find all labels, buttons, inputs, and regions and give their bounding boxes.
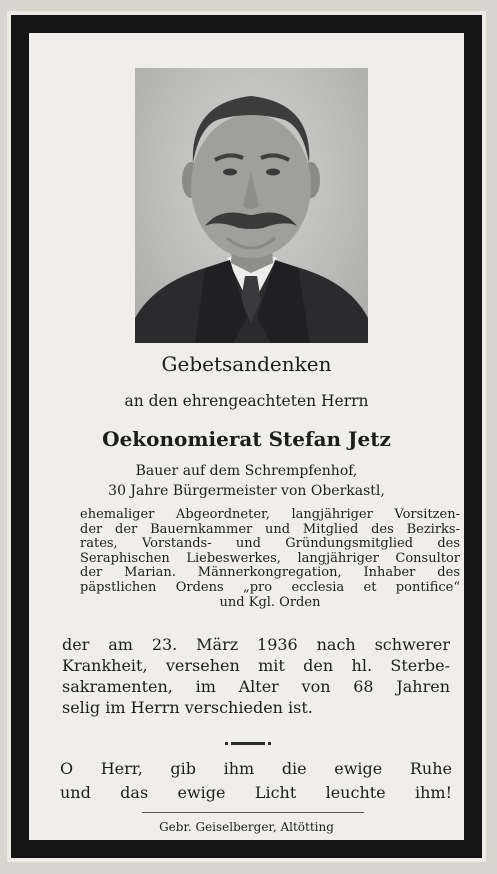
death-line: Krankheit, versehen mit den hl. Sterbe- bbox=[62, 656, 450, 675]
bio-line: der Marian. Männerkongregation, Inhaber des bbox=[80, 565, 460, 581]
death-notice bbox=[62, 634, 450, 718]
bio-line: rates, Vorstands- und Gründungsmitglied des bbox=[80, 536, 460, 552]
bio-line: päpstlichen Ordens „pro ecclesia et pontifice“ bbox=[80, 579, 460, 595]
dedication: an den ehrengeachteten Herrn bbox=[124, 392, 369, 410]
bio-line: Seraphischen Liebeswerkes, langjähriger Consultor bbox=[80, 550, 460, 566]
death-line: sakramenten, im Alter von 68 Jahren bbox=[62, 677, 450, 696]
divider-ornament bbox=[231, 742, 265, 745]
role-line-2: 30 Jahre Bürgermeister von Oberkastl, bbox=[108, 483, 385, 499]
prayer-line: und das ewige Licht leuchte ihm! bbox=[60, 783, 452, 802]
bio-line: ehemaliger Abgeordneter, langjähriger Vorsitzen- bbox=[80, 507, 460, 522]
role-line-1: Bauer auf dem Schrempfenhof, bbox=[135, 463, 358, 479]
deceased-name: Oekonomierat Stefan Jetz bbox=[102, 427, 391, 451]
bio-line: der der Bauernkammer und Mitglied des Bezirks- bbox=[80, 521, 460, 537]
death-line: der am 23. März 1936 nach schwerer bbox=[62, 635, 450, 654]
death-line: selig im Herrn verschieden ist. bbox=[62, 698, 313, 717]
heading: Gebetsandenken bbox=[161, 352, 332, 376]
bio-line: und Kgl. Orden bbox=[219, 594, 321, 610]
divider-rule bbox=[142, 812, 364, 813]
prayer bbox=[60, 757, 452, 805]
prayer-line: O Herr, gib ihm die ewige Ruhe bbox=[60, 759, 452, 778]
portrait-photo bbox=[135, 68, 368, 343]
biography bbox=[80, 508, 460, 610]
printer-imprint: Gebr. Geiselberger, Altötting bbox=[159, 820, 334, 834]
